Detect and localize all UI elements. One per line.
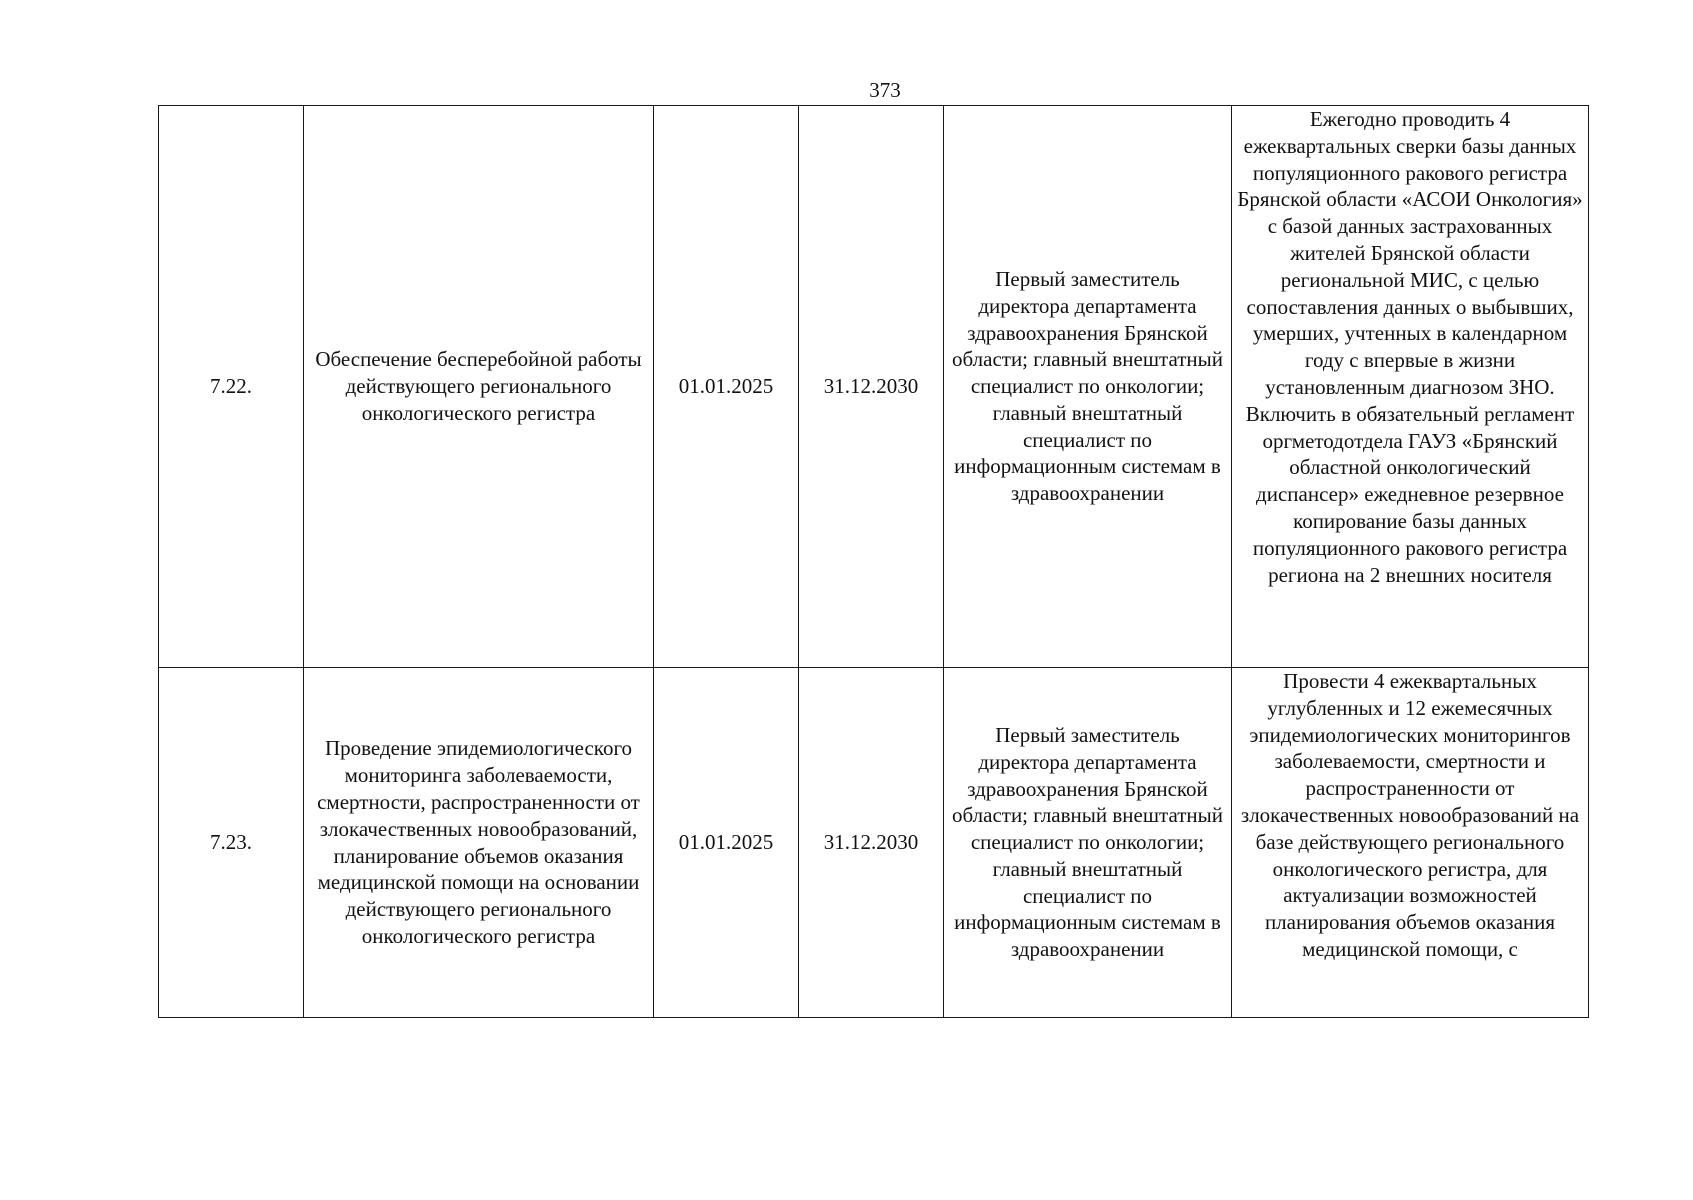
start-date-cell: 01.01.2025 <box>654 668 799 1018</box>
end-date-cell: 31.12.2030 <box>799 106 944 668</box>
table-row <box>159 106 1589 668</box>
table-row <box>159 668 1589 1018</box>
responsible-cell: Первый заместитель директора департамента здравоохранения Брянской области; главный внештатный специалист по онкологии; главный внештатный специалист по информационным системам в здравоохранении <box>944 106 1232 668</box>
measure-name-cell: Обеспечение бесперебойной работы действующего регионального онкологического регистра <box>304 106 654 668</box>
page-number: 373 <box>869 78 901 102</box>
measures-table <box>158 105 1589 1018</box>
result-cell: Ежегодно проводить 4 ежеквартальных сверки базы данных популяционного ракового регистра Брянской области «АСОИ Онкология» с базой данных застрахованных жителей Брянской области региональной МИС, с целью сопоставления данных о выбывших, умерших, учтенных в календарном году с впервые в жизни установленным диагнозом ЗНО. Включить в обязательный регламент оргметодотдела ГАУЗ «Брянский областной онкологический диспансер» ежедневное резервное копирование базы данных популяционного ракового регистра региона на 2 внешних носителя <box>1232 106 1589 668</box>
measure-name-cell: Проведение эпидемиологического мониторинга заболеваемости, смертности, распространенности от злокачественных новообразований, планирование объемов оказания медицинской помощи на основании действующего регионального онкологического регистра <box>304 668 654 1018</box>
start-date-cell: 01.01.2025 <box>654 106 799 668</box>
row-number-cell: 7.23. <box>159 668 304 1018</box>
responsible-cell: Первый заместитель директора департамента здравоохранения Брянской области; главный внештатный специалист по онкологии; главный внештатный специалист по информационным системам в здравоохранении <box>944 668 1232 1018</box>
result-cell: Провести 4 ежеквартальных углубленных и 12 ежемесячных эпидемиологических мониторингов заболеваемости, смертности и распространенности от злокачественных новообразований на базе действующего регионального онкологического регистра, для актуализации возможностей планирования объемов оказания медицинской помощи, с <box>1232 668 1589 1018</box>
row-number-cell: 7.22. <box>159 106 304 668</box>
end-date-cell: 31.12.2030 <box>799 668 944 1018</box>
